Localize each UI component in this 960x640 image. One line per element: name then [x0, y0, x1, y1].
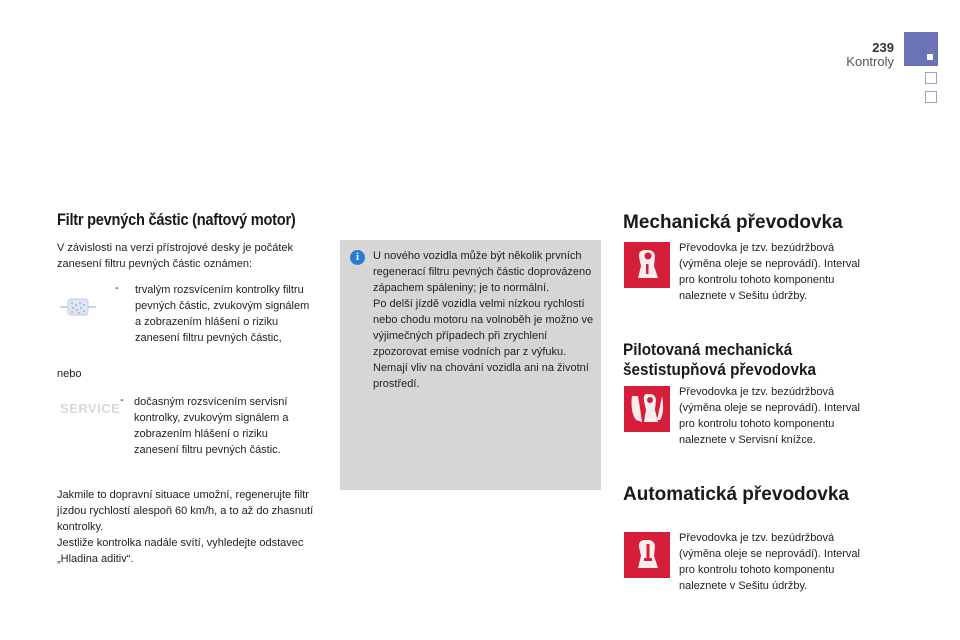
intro-paragraph: V závislosti na verzi přístrojové desky je počátek zanesení filtru pevných částic oznámen: — [57, 242, 293, 270]
list-dash: - — [120, 394, 124, 406]
service-warning-icon: SERVICE — [60, 401, 121, 416]
chapter-tab-active[interactable] — [904, 32, 938, 66]
paddle-shift-icon — [624, 386, 670, 432]
mechanical-text: Převodovka je tzv. bezúdržbová (výměna oleje se neprovádí). Interval pro kontrolu tohoto komponentu naleznete v Sešitu údržby. — [679, 242, 860, 302]
section-title-piloted: Pilotovaná mechanická šestistupňová převodovka — [623, 340, 817, 379]
list-dash: - — [115, 282, 119, 294]
list-item-temporary: dočasným rozsvícením servisní kontrolky, zvukovým signálem a zobrazením hlášení o riziku zanesení filtru pevných částic. — [134, 396, 289, 456]
section-title-automatic: Automatická převodovka — [623, 484, 849, 505]
chapter-tab[interactable] — [925, 72, 937, 84]
outro-paragraph: Jakmile to dopravní situace umožní, regenerujte filtr jízdou rychlostí alespoň 60 km/h, a to až do zhasnutí kontrolky. Jestliže kontrolka nadále svítí, vyhledejte odstavec „Hladina aditiv“. — [57, 489, 314, 565]
section-title-mechanical: Mechanická převodovka — [623, 212, 843, 233]
page-number: 239 — [872, 40, 894, 55]
automatic-gear-icon — [624, 532, 670, 578]
list-item-permanent: trvalým rozsvícením kontrolky filtru pevných částic, zvukovým signálem a zobrazením hlášení o riziku zanesení filtru pevných částic, — [135, 284, 310, 344]
section-label: Kontroly — [846, 54, 894, 69]
info-icon: i — [350, 250, 365, 265]
piloted-text: Převodovka je tzv. bezúdržbová (výměna oleje se neprovádí). Interval pro kontrolu tohoto komponentu naleznete v Servisní knížce. — [679, 386, 860, 446]
particle-filter-icon — [60, 296, 96, 318]
chapter-tab[interactable] — [925, 91, 937, 103]
info-text: U nového vozidla může být několik prvních regenerací filtru pevných částic doprovázeno zápachem spáleniny; je to normální. Po delší jízdě vozidla velmi nízkou rychlostí nebo chodu motoru na volnoběh je možno ve výjimečných případech při zrychlení zpozorovat emise vodních par z výfuku. Nemají vliv na chování vozidla ani na životní prostředí. — [373, 250, 594, 390]
gear-shift-icon — [624, 242, 670, 288]
automatic-text: Převodovka je tzv. bezúdržbová (výměna oleje se neprovádí). Interval pro kontrolu tohoto komponentu naleznete v Sešitu údržby. — [679, 532, 860, 592]
or-text: nebo — [57, 368, 82, 380]
section-title-particle-filter: Filtr pevných částic (naftový motor) — [57, 210, 296, 229]
